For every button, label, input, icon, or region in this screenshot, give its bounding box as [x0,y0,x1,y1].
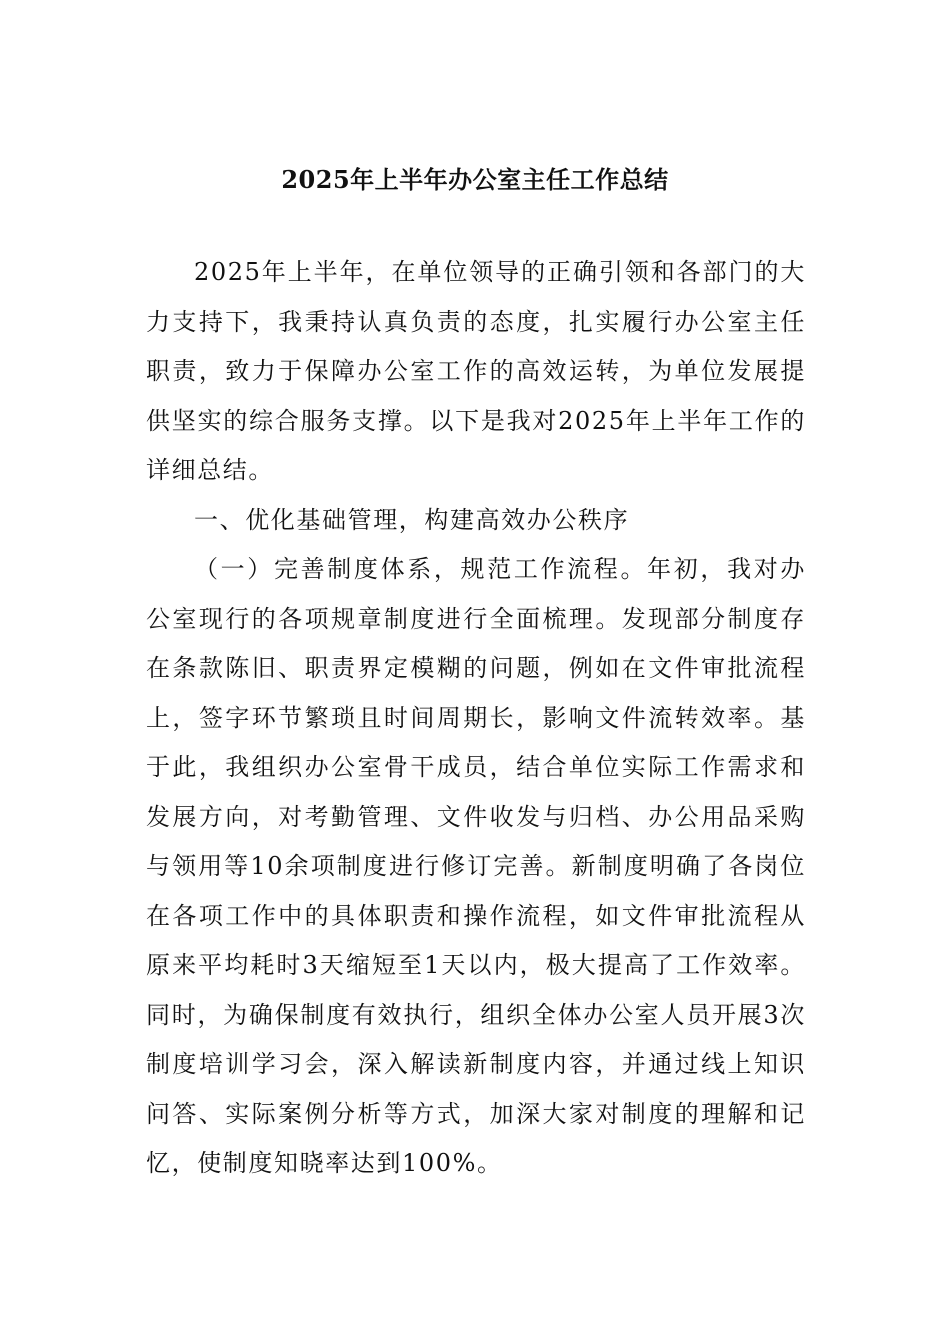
section-1-heading: 一、优化基础管理，构建高效办公秩序 [194,505,630,534]
document-title: 2025年上半年办公室主任工作总结 [281,165,669,194]
document-body [146,248,806,1189]
section-1-subsection-1-paragraph: （一）完善制度体系，规范工作流程。年初，我对办公室现行的各项规章制度进行全面梳理。发现部分制度存在条款陈旧、职责界定模糊的问题，例如在文件审批流程上，签字环节繁琐且时间周期长，影响文件流转效率。基于此，我组织办公室骨干成员，结合单位实际工作需求和发展方向，对考勤管理、文件收发与归档、办公用品采购与领用等10余项制度进行修订完善。新制度明确了各岗位在各项工作中的具体职责和操作流程，如文件审批流程从原来平均耗时3天缩短至1天以内，极大提高了工作效率。同时，为确保制度有效执行，组织全体办公室人员开展3次制度培训学习会，深入解读新制度内容，并通过线上知识问答、实际案例分析等方式，加深大家对制度的理解和记忆，使制度知晓率达到100%。 [146,555,806,1177]
intro-paragraph: 2025年上半年，在单位领导的正确引领和各部门的大力支持下，我秉持认真负责的态度，扎实履行办公室主任职责，致力于保障办公室工作的高效运转，为单位发展提供坚实的综合服务支撑。以下是我对2025年上半年工作的详细总结。 [146,258,806,484]
